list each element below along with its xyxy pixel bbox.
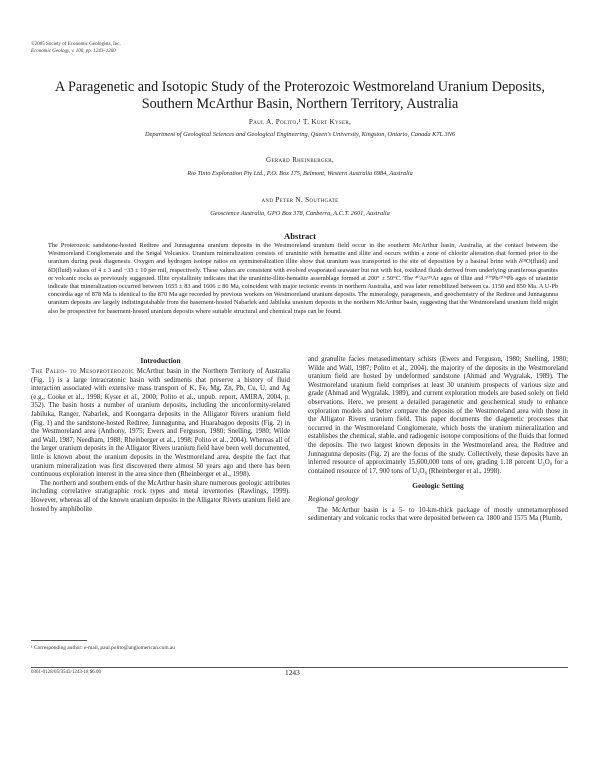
author-line-1: Paul A. Polito,¹ T. Kurt Kyser, bbox=[248, 118, 352, 126]
author-line-2: Gerard Rheinberger, bbox=[266, 156, 334, 164]
intro-lead: The Paleo- to Mesoproterozoic bbox=[31, 368, 135, 375]
affiliation-2: Rio Tinto Exploration Pty Ltd., P.O. Box 175, Belmont, Western Australia 6984, Australia bbox=[187, 170, 413, 177]
geologic-setting-heading: Geologic Setting bbox=[412, 481, 464, 491]
intro-paragraph-continued: and granulite facies metasedimentary schists (Ewers and Ferguson, 1980; Snelling, 1980; Wilde and Wall, 1987; Polito et al., 2004), the majority of the deposits in the Westmoreland uranium field are hosted by undeformed sandstone (Ahmad and Wygralak, 1989). The Westmoreland uranium field comprises at least 30 uranium prospects of various size and grade (Ahmad and Wygralak, 1989), and current exploration models are based solely on field observations. Here, we present a detailed paragenetic and geochemical study to enhance exploration models and better compare the deposits of the Westmoreland area with those in the Alligator Rivers uranium field. This paper documents the diagenetic processes that occurred in the Westmoreland Conglomerate, which hosts the uranium mineralization and establishes the chemical, stable, and radiogenic isotope compositions of the fluids that formed the deposits. The two largest known deposits in the Westmoreland area, the Redtree and Junnagunna deposits (Fig. 2) are the focus of the study. Collectively, these deposits have an inferred resource of approximately 15,600,000 tons of ore, grading 1.18 percent U₃O₈ for a contained resource of 17, 900 tons of U₃O₈ (Rheinberger et al., 1998). bbox=[308, 356, 568, 475]
copyright-line: ©2005 Society of Economic Geologists, Inc. bbox=[31, 42, 121, 47]
intro-paragraph-1 bbox=[31, 368, 290, 480]
introduction-heading: Introduction bbox=[140, 356, 181, 365]
issn-code: 0361-0128/05/3543/1243-18 $6.00 bbox=[31, 670, 101, 675]
page-number: 1243 bbox=[285, 668, 300, 677]
corresponding-author-footnote: ¹ Corresponding author: e-mail, paul.polito@anglomerican.com.au bbox=[31, 645, 176, 651]
affiliation-1: Department of Geological Sciences and Geological Engineering, Queen's University, Kingston, Ontario, Canada K7L 3N6 bbox=[145, 131, 455, 138]
title-line-2: Southern McArthur Basin, Northern Territory, Australia bbox=[141, 96, 459, 112]
journal-header bbox=[31, 42, 121, 55]
author-line-3: and Peter N. Southgate bbox=[261, 196, 339, 204]
paper-title bbox=[20, 79, 580, 113]
affiliation-3: Geoscience Australia, GPO Box 378, Canberra, A.C.T. 2601, Australia bbox=[210, 210, 390, 217]
intro-paragraph-1-text: McArthur basin in the Northern Territory of Australia (Fig. 1) is a large intracratonic basin with sediments that preserve a history of fluid interaction associated with extensive mass transport of K, Fe, Mg, Zn, Pb, Cu, U, and Ag (e.g., Cooke et al., 1998; Kyser et al., 2000; Polito et al., unpub. report, AMIRA, 2004, p. 352). The basin hosts a number of uranium deposits, including the unconformity-related Jabiluka, Ranger, Nabarlek, and Koongarra deposits in the Alligator Rivers uranium field (Fig. 1) and the sandstone-hosted Redtree, Junnagunna, and Huarabagoo deposits (Fig. 2) in the Westmoreland area (Anthony, 1975; Ewers and Ferguson, 1980; Snelling, 1980; Wilde and Wall, 1987; Needham, 1988; Rheinberger et al., 1998; Polito et al., 2004). Whereas all of the larger uranium deposits in the Alligator Rivers uranium field have been well documented, little is known about the uranium deposits in the Westmoreland area, despite the fact that uranium mineralization was first discovered there almost 50 years ago and there has been continuous exploration interest in the area since then (Rheinberger et al., 1998). bbox=[31, 368, 290, 479]
left-column bbox=[31, 368, 290, 514]
regional-geology-subheading: Regional geology bbox=[308, 494, 359, 503]
title-line-1: A Paragenetic and Isotopic Study of the Proterozoic Westmoreland Uranium Deposits, bbox=[55, 79, 545, 95]
abstract-heading: Abstract bbox=[284, 231, 316, 241]
intro-paragraph-2: The northern and southern ends of the McArthur basin share numerous geologic attributes including correlative stratigraphic rock types and metal inventories (Rawlings, 1999). However, whereas all of the known uranium deposits in the Alligator Rivers uranium field are hosted by amphibolite bbox=[31, 479, 291, 513]
regional-geology-paragraph: The McArthur basin is a 5- to 10-km-thick package of mostly unmetamorphosed sedimentary and volcanic rocks that were deposited between ca. 1800 and 1575 Ma (Plumb, bbox=[308, 506, 568, 523]
right-column bbox=[308, 356, 568, 524]
citation-line: Economic Geology, v. 100, pp. 1243–1260 bbox=[31, 48, 116, 54]
abstract-body: The Proterozoic sandstone-hosted Redtree and Junnagunna uranium deposits in the Westmoreland uranium field occur in the southern McArthur basin, Australia, at the contact between the Westmoreland Conglomerate and the Seigal Volcanics. Uranium mineralization consists of uraninite with hematite and illite and occurs within a zone of chlorite alteration that formed prior to the uranium during peak diagenesis. Oxygen and hydrogen isotope ratios on synmineralization illite show that uranium was transported to the site of deposition by a basinal brine with δ¹⁸O(fluid) and δD(fluid) values of 4 ± 3 and −33 ± 10 per mil, respectively. These values are consistent with evolved evaporated seawater but not with hot, oxidized fluids derived from underlying uraniferous granites or volcanic rocks as previously suggested. Illite crystallinity indicates that the uraninite-illite-hematite assemblage formed at 200° ± 50°C. The ⁴⁰Ar/³⁹Ar ages of illite and ²⁰⁷Pb/²⁰⁶Pb ages of uraninite indicate that mineralization occurred between 1655 ± 83 and 1606 ± 80 Ma, coincident with major tectonic events in northern Australia, and was later remobilized between ca. 1150 and 850 Ma. A U-Pb concordia age of 878 Ma is identical to the 870 Ma age recorded by previous workers on Westmoreland uranium deposits. The mineralogy, paragenesis, and geochemistry of the Redtree and Junnagunna uranium deposits are largely indistinguishable from the basement-hosted Nabarlek and Jabiluka uranium deposits in the northern McArthur basin, suggesting that the Westmoreland uranium field might also be prospective for basement-hosted uranium deposits where suitable structural and chemical traps can be found. bbox=[48, 242, 558, 315]
footnote-divider bbox=[31, 640, 87, 641]
